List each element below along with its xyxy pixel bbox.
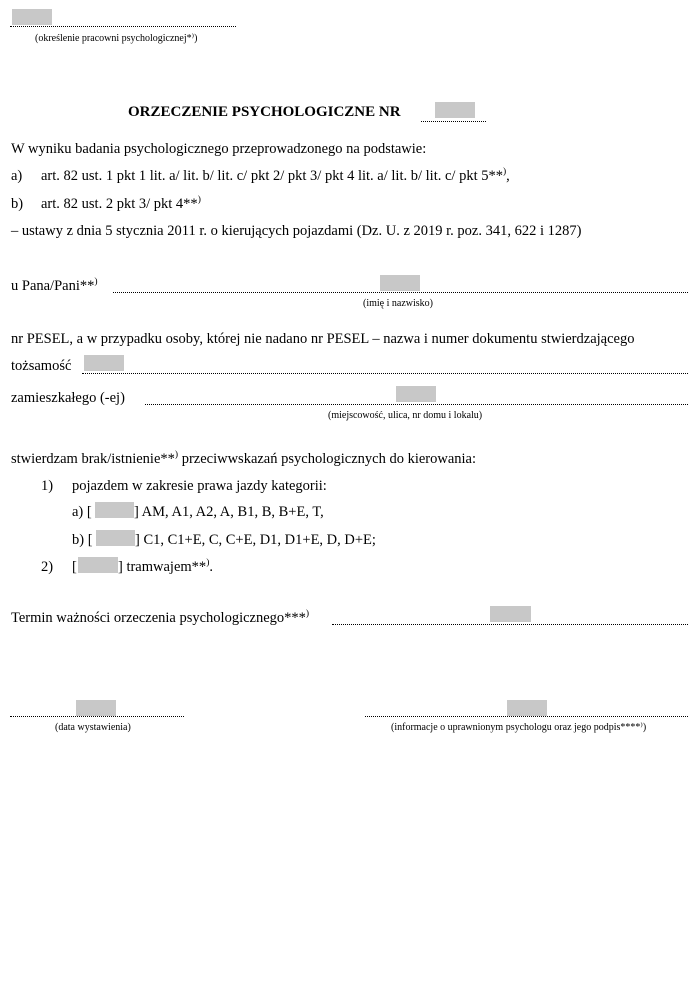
person-label-sup: ) xyxy=(94,277,98,288)
identity-document-line xyxy=(82,373,688,374)
findings-item2-marker: 2) xyxy=(41,559,54,575)
lab-name-line xyxy=(10,26,236,27)
basis-item-a-marker: a) xyxy=(11,168,23,184)
certificate-number-redacted xyxy=(435,102,475,118)
psychologist-info-line xyxy=(365,716,688,717)
issue-date-line xyxy=(10,716,184,717)
residence-line xyxy=(145,404,688,405)
findings-item2-sup: ) xyxy=(206,558,210,569)
findings-item2-text: ] tramwajem** xyxy=(118,559,207,575)
document-title: ORZECZENIE PSYCHOLOGICZNE NR xyxy=(128,104,401,120)
basis-item-b-sup: ) xyxy=(197,195,201,206)
issue-date-caption: (data wystawienia) xyxy=(55,722,131,733)
findings-statement-text: stwierdzam brak/istnienie** xyxy=(11,451,175,467)
findings-item2-prefix: [ xyxy=(72,559,77,575)
psychologist-info-caption: (informacje o uprawnionym psychologu oraz jego podpis****⁾) xyxy=(391,722,647,733)
residence-caption: (miejscowość, ulica, nr domu i lokalu) xyxy=(328,410,483,421)
residence-redacted xyxy=(396,386,436,402)
findings-item2 xyxy=(118,558,213,576)
findings-item2-tail: . xyxy=(209,559,213,575)
category-b-prefix: b) [ xyxy=(72,532,93,548)
identity-document-redacted xyxy=(84,355,124,371)
certificate-number-line xyxy=(421,121,486,122)
basis-item-a-sup: ) xyxy=(502,167,507,178)
law-reference: – ustawy z dnia 5 stycznia 2011 r. o kierujących pojazdami (Dz. U. z 2019 r. poz. 341, 622 i 1287) xyxy=(11,223,582,239)
person-label-text: u Pana/Pani** xyxy=(11,278,95,294)
category-b-redacted xyxy=(96,530,135,546)
tram-redacted xyxy=(78,557,118,573)
issue-date-redacted xyxy=(76,700,116,716)
validity-date-line xyxy=(332,624,688,625)
person-name-caption: (imię i nazwisko) xyxy=(363,298,433,309)
category-a-redacted xyxy=(95,502,134,518)
findings-item1-marker: 1) xyxy=(41,478,54,494)
validity-date-redacted xyxy=(490,606,531,622)
person-label xyxy=(11,277,98,295)
basis-intro: W wyniku badania psychologicznego przeprowadzonego na podstawie: xyxy=(11,141,427,157)
category-a-text: ] AM, A1, A2, A, B1, B, B+E, T, xyxy=(134,504,324,520)
basis-item-b-text: art. 82 ust. 2 pkt 3/ pkt 4** xyxy=(41,196,198,212)
findings-statement-tail: przeciwwskazań psychologicznych do kierowania: xyxy=(178,451,477,467)
basis-item-b xyxy=(41,195,201,213)
category-b-text: ] C1, C1+E, C, C+E, D1, D1+E, D, D+E; xyxy=(135,532,376,548)
category-a-prefix: a) [ xyxy=(72,504,92,520)
basis-item-a xyxy=(41,167,510,185)
basis-item-a-text: art. 82 ust. 1 pkt 1 lit. a/ lit. b/ lit. c/ pkt 2/ pkt 3/ pkt 4 lit. a/ lit. b/ lit. c/ pkt 5** xyxy=(41,168,503,184)
basis-item-a-tail: , xyxy=(506,168,510,184)
person-name-redacted xyxy=(380,275,420,291)
findings-statement-sup: ) xyxy=(174,450,179,461)
validity-label-text: Termin ważności orzeczenia psychologicznego*** xyxy=(11,610,306,626)
validity-label-sup: ) xyxy=(305,609,310,620)
findings-statement xyxy=(11,450,476,468)
findings-item1-text: pojazdem w zakresie prawa jazdy kategorii: xyxy=(72,478,327,494)
lab-name-caption: (określenie pracowni psychologicznej*⁾) xyxy=(35,33,198,44)
validity-label xyxy=(11,609,309,627)
pesel-text-line2: tożsamość xyxy=(11,358,72,374)
psychologist-info-redacted xyxy=(507,700,547,716)
basis-item-b-marker: b) xyxy=(11,196,24,212)
lab-name-redacted xyxy=(12,9,52,25)
pesel-text-line1: nr PESEL, a w przypadku osoby, której nie nadano nr PESEL – nazwa i numer dokumentu stwierdzającego xyxy=(11,331,635,347)
person-name-line xyxy=(113,292,688,293)
residence-label: zamieszkałego (-ej) xyxy=(11,390,125,406)
